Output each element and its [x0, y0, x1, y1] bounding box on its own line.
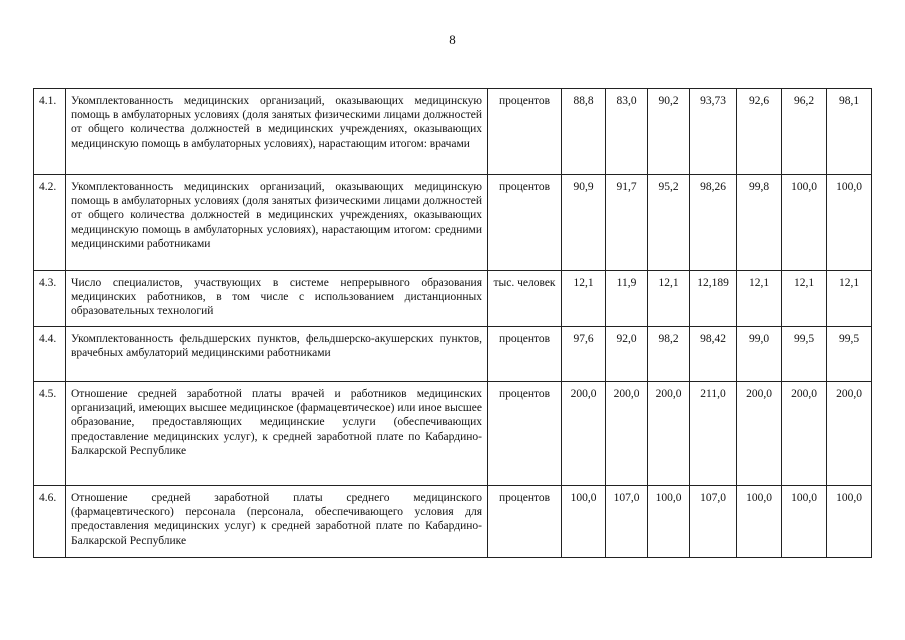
value-cell: 12,1: [737, 271, 782, 327]
value-cell: 200,0: [648, 382, 690, 486]
value-cell: 12,1: [782, 271, 827, 327]
value-cell: 11,9: [606, 271, 648, 327]
value-cell: 99,8: [737, 175, 782, 271]
row-number: 4.3.: [34, 271, 66, 327]
value-cell: 99,5: [827, 327, 872, 382]
value-cell: 12,189: [690, 271, 737, 327]
value-cell: 90,9: [562, 175, 606, 271]
value-cell: 107,0: [690, 486, 737, 558]
indicator-description: Укомплектованность медицинских организаций, оказывающих медицинскую помощь в амбулаторных условиях (доля занятых физическими лицами должностей от общего количества должностей в медицинских учреждениях, оказывающих медицинскую помощь в амбулаторных условиях), нарастающим итогом: средними медицинскими работниками: [66, 175, 488, 271]
value-cell: 211,0: [690, 382, 737, 486]
indicator-description: Отношение средней заработной платы среднего медицинского (фармацевтического) персонала (персонала, обеспечивающего условия для предоставления медицинских услуг) к средней заработной плате по Кабардино-Балкарской Республике: [66, 486, 488, 558]
value-cell: 12,1: [562, 271, 606, 327]
page-number: 8: [449, 32, 456, 47]
value-cell: 99,0: [737, 327, 782, 382]
value-cell: 200,0: [782, 382, 827, 486]
unit-cell: процентов: [488, 327, 562, 382]
value-cell: 88,8: [562, 89, 606, 175]
unit-cell: тыс. человек: [488, 271, 562, 327]
value-cell: 100,0: [782, 486, 827, 558]
unit-cell: процентов: [488, 175, 562, 271]
value-cell: 100,0: [782, 175, 827, 271]
value-cell: 97,6: [562, 327, 606, 382]
value-cell: 200,0: [827, 382, 872, 486]
table-row: [34, 89, 872, 175]
value-cell: 100,0: [648, 486, 690, 558]
value-cell: 83,0: [606, 89, 648, 175]
unit-cell: процентов: [488, 486, 562, 558]
value-cell: 200,0: [606, 382, 648, 486]
value-cell: 200,0: [562, 382, 606, 486]
table-row: [34, 382, 872, 486]
value-cell: 93,73: [690, 89, 737, 175]
value-cell: 12,1: [648, 271, 690, 327]
value-cell: 100,0: [737, 486, 782, 558]
value-cell: 98,26: [690, 175, 737, 271]
value-cell: 91,7: [606, 175, 648, 271]
value-cell: 92,6: [737, 89, 782, 175]
value-cell: 98,2: [648, 327, 690, 382]
value-cell: 98,1: [827, 89, 872, 175]
row-number: 4.5.: [34, 382, 66, 486]
value-cell: 92,0: [606, 327, 648, 382]
value-cell: 107,0: [606, 486, 648, 558]
table-row: [34, 327, 872, 382]
row-number: 4.2.: [34, 175, 66, 271]
table-row: [34, 271, 872, 327]
row-number: 4.4.: [34, 327, 66, 382]
indicator-description: Укомплектованность фельдшерских пунктов, фельдшерско-акушерских пунктов, врачебных амбулаторий медицинскими работниками: [66, 327, 488, 382]
row-number: 4.6.: [34, 486, 66, 558]
value-cell: 98,42: [690, 327, 737, 382]
value-cell: 90,2: [648, 89, 690, 175]
unit-cell: процентов: [488, 89, 562, 175]
table-row: [34, 486, 872, 558]
value-cell: 200,0: [737, 382, 782, 486]
value-cell: 100,0: [827, 175, 872, 271]
indicator-description: Число специалистов, участвующих в системе непрерывного образования медицинских работников, в том числе с использованием дистанционных образовательных технологий: [66, 271, 488, 327]
indicator-description: Укомплектованность медицинских организаций, оказывающих медицинскую помощь в амбулаторных условиях (доля занятых физическими лицами должностей от общего количества должностей в медицинских учреждениях, оказывающих медицинскую помощь в амбулаторных условиях), нарастающим итогом: врачами: [66, 89, 488, 175]
row-number: 4.1.: [34, 89, 66, 175]
value-cell: 100,0: [827, 486, 872, 558]
value-cell: 12,1: [827, 271, 872, 327]
value-cell: 99,5: [782, 327, 827, 382]
value-cell: 96,2: [782, 89, 827, 175]
value-cell: 100,0: [562, 486, 606, 558]
value-cell: 95,2: [648, 175, 690, 271]
table-row: [34, 175, 872, 271]
unit-cell: процентов: [488, 382, 562, 486]
indicator-description: Отношение средней заработной платы врачей и работников медицинских организаций, имеющих высшее медицинское (фармацевтическое) или иное высшее образование, предоставляющих медицинские услуги (обеспечивающих предоставление медицинских услуг), к средней заработной плате по Кабардино-Балкарской Республике: [66, 382, 488, 486]
indicators-table: [33, 88, 872, 558]
